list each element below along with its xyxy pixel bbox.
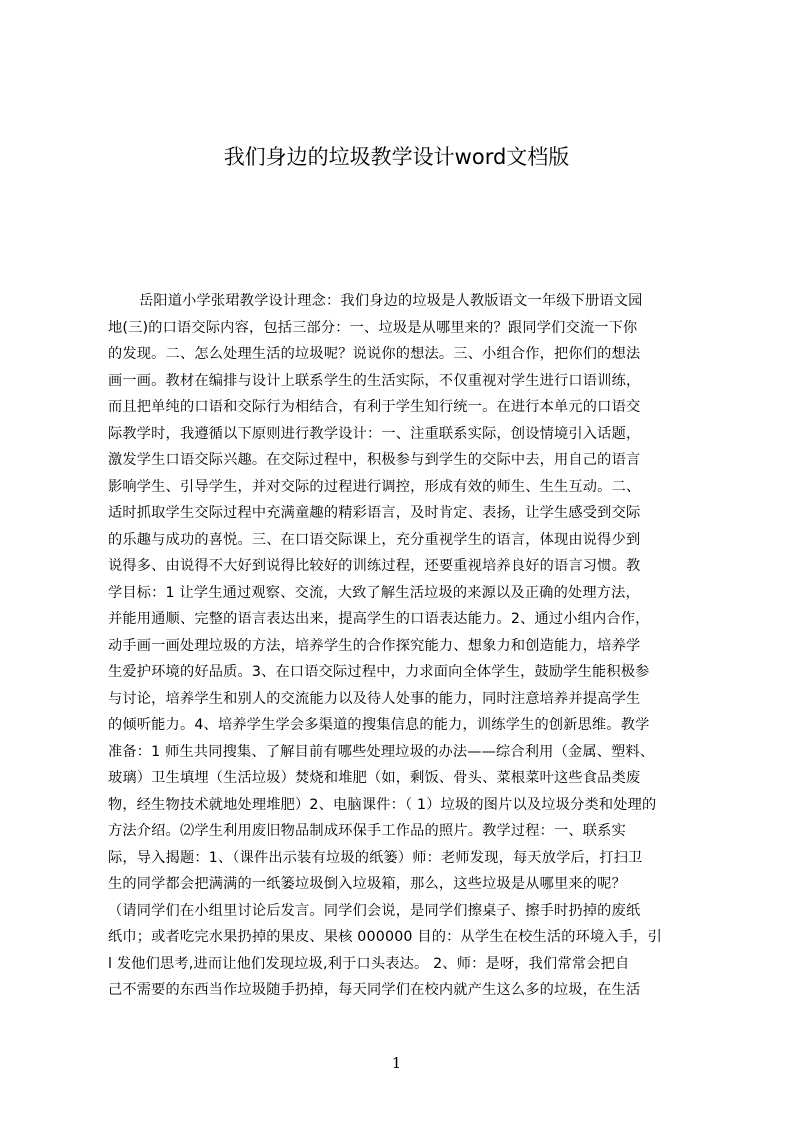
- page-title: 我们身边的垃圾教学设计word文档版: [223, 145, 570, 169]
- text-line: 画一画。教材在编排与设计上联系学生的生活实际，不仅重视对学生进行口语训练，: [108, 372, 641, 389]
- text-line: 与讨论，培养学生和别人的交流能力以及待人处事的能力，同时注意培养并提高学生: [108, 690, 641, 707]
- text-line: l 发他们思考,进而让他们发现垃圾,利于口头表达。 2、师：是呀，我们常常会把自: [108, 955, 630, 972]
- text-line: 适时抓取学生交际过程中充满童趣的精彩语言，及时肯定、表扬，让学生感受到交际: [108, 505, 641, 521]
- text-line: 的发现。二、怎么处理生活的垃圾呢？说说你的想法。三、小组合作，把你们的想法: [108, 346, 641, 362]
- text-line: 激发学生口语交际兴趣。在交际过程中，积极参与到学生的交际中去，用自己的语言: [108, 452, 641, 468]
- text-line: 并能用通顺、完整的语言表达出来，提高学生的口语表达能力。2、通过小组内合作，: [108, 611, 650, 627]
- text-line: 准备：1 师生共同搜集、了解目前有哪些处理垃圾的办法——综合利用（金属、塑料、: [108, 743, 655, 760]
- text-line: 岳阳道小学张珺教学设计理念：我们身边的垃圾是人教版语文一年级下册语文园: [139, 293, 643, 309]
- body-text: [108, 288, 700, 1014]
- text-line: 纸巾；或者吃完水果扔掉的果皮、果核 000000 目的：从学生在校生活的环境入手，引: [108, 929, 662, 945]
- text-line: 物，经生物技术就地处理堆肥）2、电脑课件：（ 1）垃圾的图片以及垃圾分类和处理的: [108, 796, 657, 813]
- text-line: 己不需要的东西当作垃圾随手扔掉，每天同学们在校内就产生这么多的垃圾，在生活: [108, 982, 641, 998]
- text-line: 生的同学都会把满满的一纸篓垃圾倒入垃圾箱，那么，这些垃圾是从哪里来的呢？: [108, 876, 626, 892]
- text-line: 的倾听能力。4、培养学生学会多渠道的搜集信息的能力，训练学生的创新思维。教学: [108, 717, 650, 733]
- page-number: 1: [391, 1054, 402, 1072]
- text-line: 学目标：1 让学生通过观察、交流，大致了解生活垃圾的来源以及正确的处理方法，: [108, 584, 640, 601]
- text-line: 际教学时，我遵循以下原则进行教学设计：一、注重联系实际，创设情境引入话题，: [108, 425, 641, 442]
- text-line: 的乐趣与成功的喜悦。三、在口语交际课上，充分重视学生的语言，体现由说得少到: [108, 531, 641, 548]
- text-line: 玻璃）卫生填埋（生活垃圾）焚烧和堆肥（如，剩饭、骨头、菜根菜叶这些食品类废: [108, 770, 641, 786]
- text-line: 方法介绍。⑵学生利用废旧物品制成环保手工作品的照片。教学过程：一、联系实: [108, 823, 626, 839]
- text-line: （请同学们在小组里讨论后发言。同学们会说，是同学们擦桌子、擦手时扔掉的废纸: [108, 902, 641, 919]
- text-line: 而且把单纯的口语和交际行为相结合，有利于学生知行统一。在进行本单元的口语交: [108, 399, 641, 415]
- text-line: 地(三)的口语交际内容，包括三部分：一、垃圾是从哪里来的？跟同学们交流一下你: [108, 319, 638, 336]
- text-line: 动手画一画处理垃圾的方法，培养学生的合作探究能力、想象力和创造能力，培养学: [108, 637, 641, 654]
- text-line: 影响学生、引导学生，并对交际的过程进行调控，形成有效的师生、生生互动。二、: [108, 478, 641, 495]
- text-line: 际，导入揭题：1、（课件出示装有垃圾的纸篓）师：老师发现，每天放学后，打扫卫: [108, 849, 643, 866]
- text-line: 生爱护环境的好品质。3、在口语交际过程中，力求面向全体学生，鼓励学生能积极参: [108, 664, 650, 680]
- text-line: 说得多、由说得不大好到说得比较好的训练过程，还要重视培养良好的语言习惯。教: [108, 558, 641, 574]
